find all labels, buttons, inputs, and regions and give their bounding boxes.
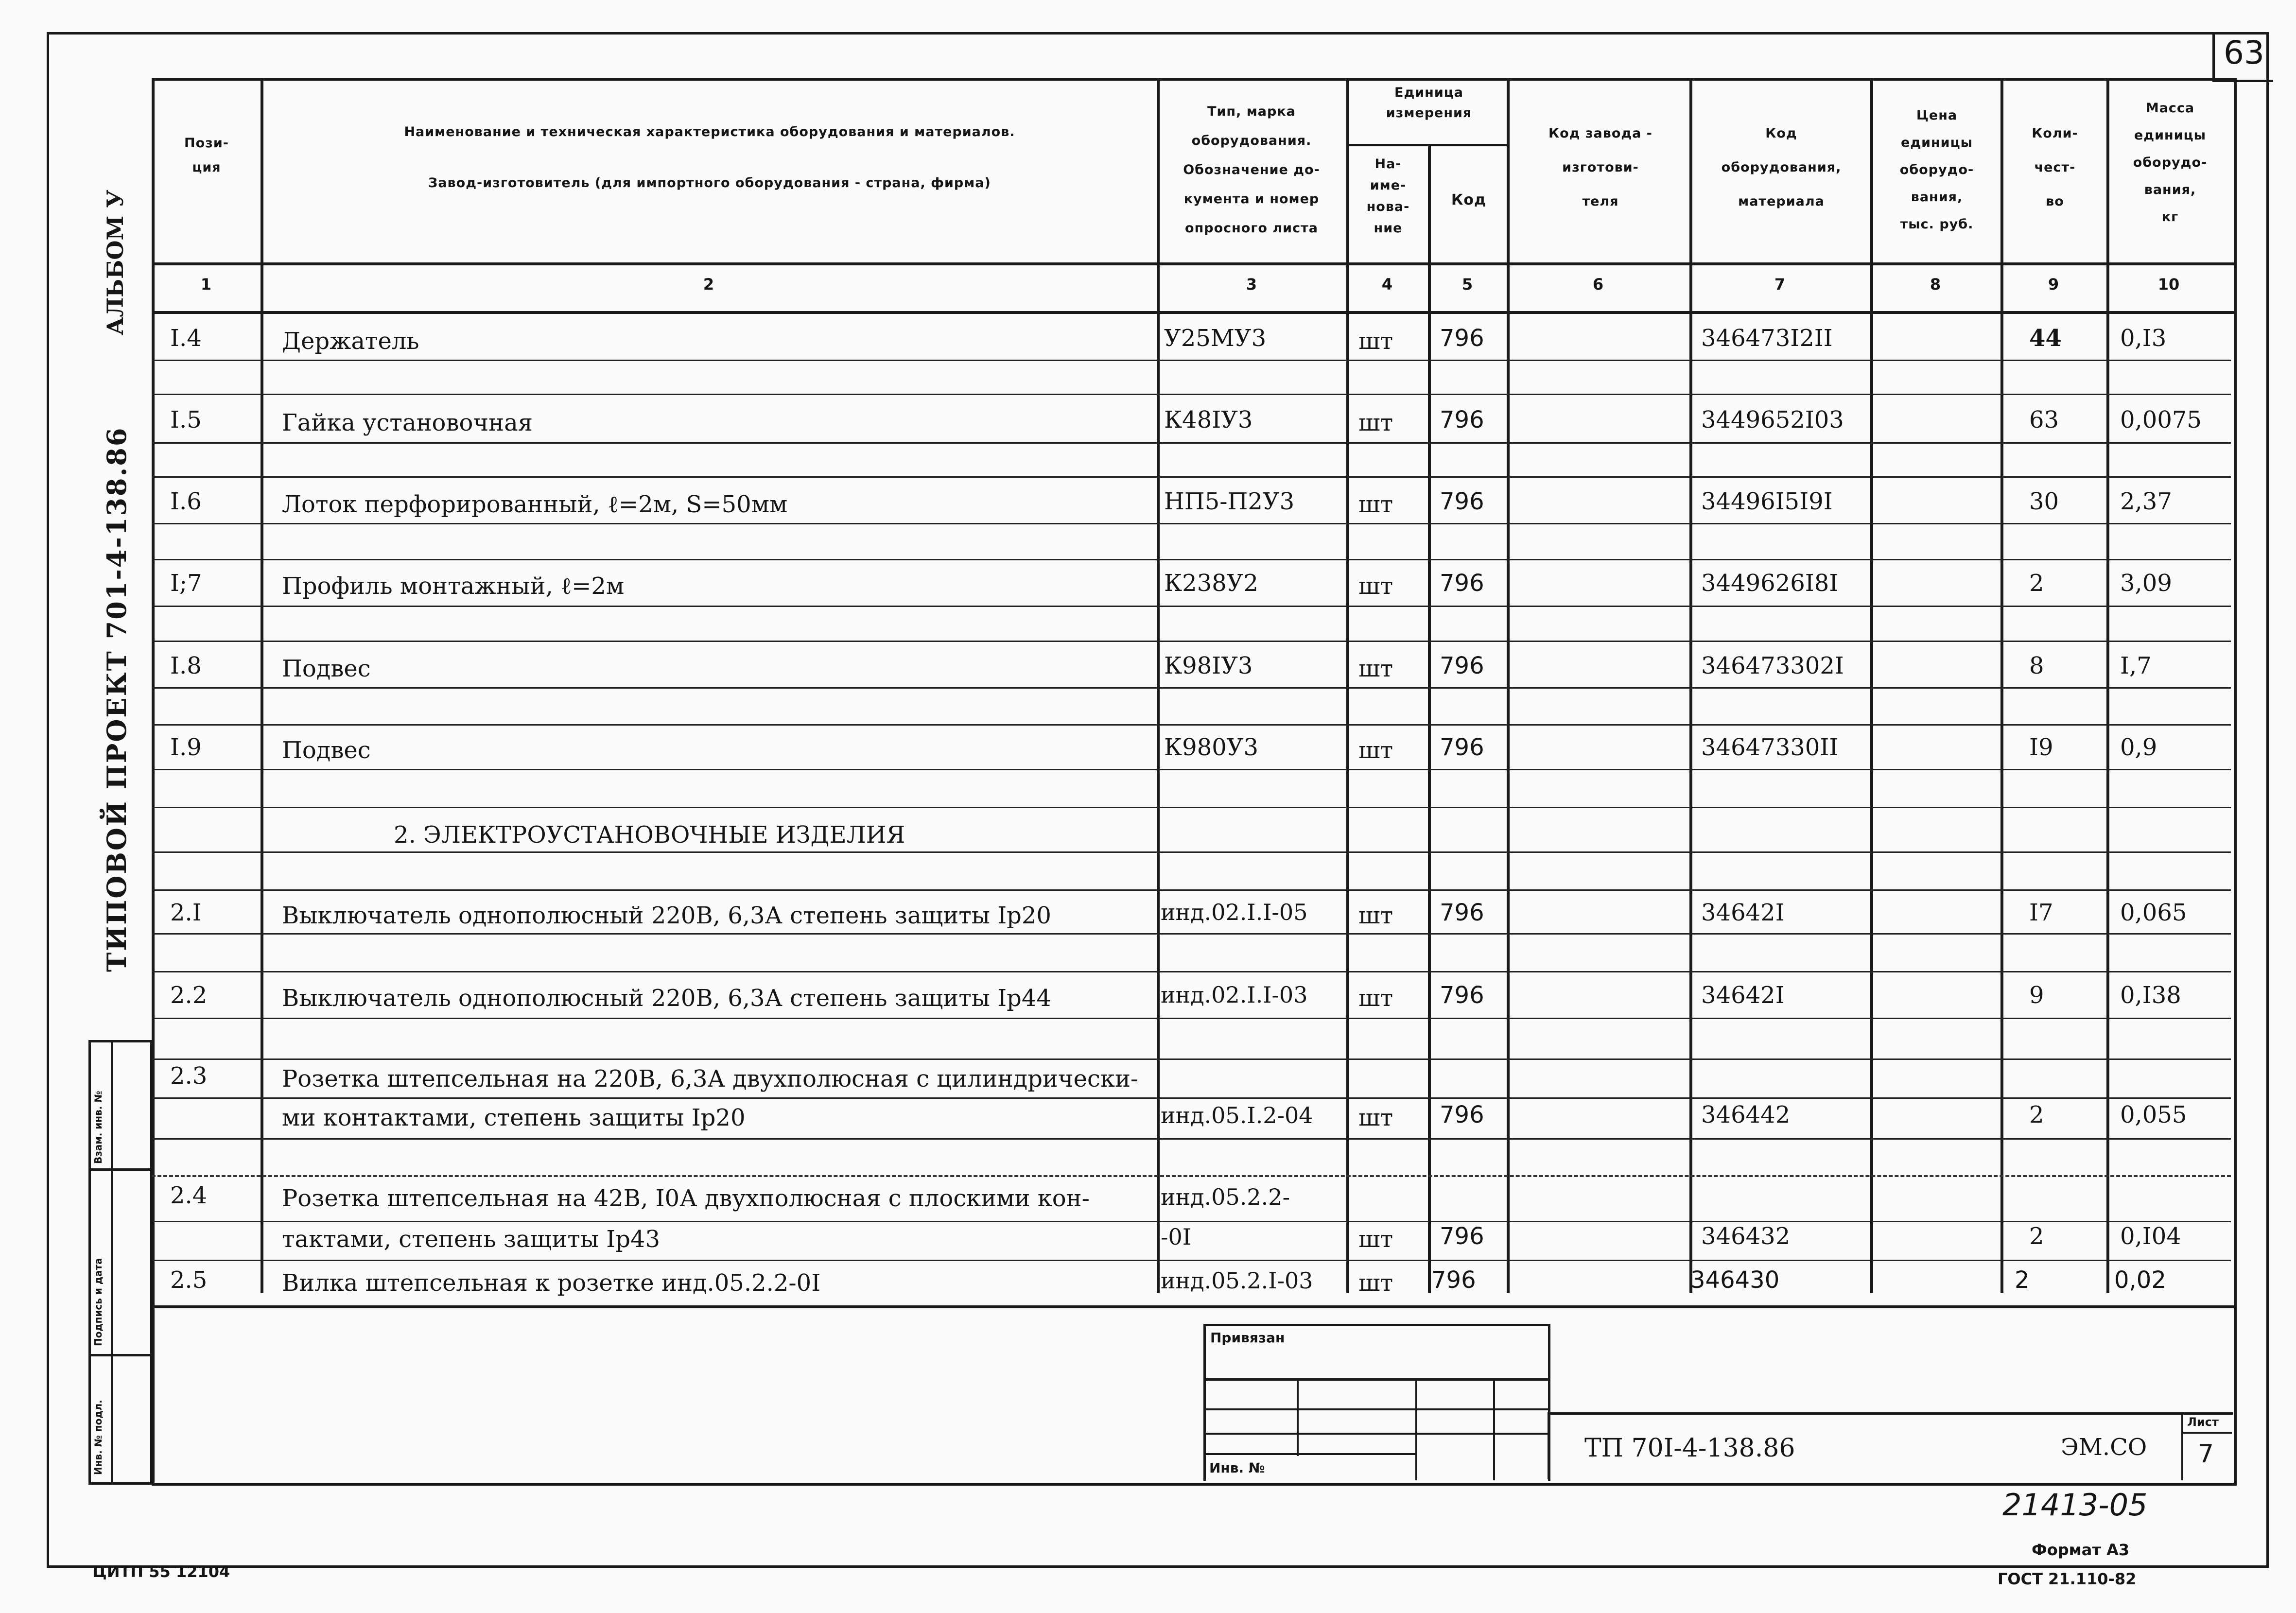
- row-pos: 2.5: [170, 1266, 208, 1294]
- row-pos: I.8: [170, 652, 202, 679]
- row-mass: 0,I3: [2120, 325, 2167, 352]
- col-num-6: 6: [1592, 275, 1604, 294]
- row-mass: 0,0075: [2120, 406, 2202, 434]
- stamp-privyazan: Привязан: [1210, 1330, 1285, 1346]
- stamp-privyazan-box: [1203, 1324, 1550, 1481]
- row-code: 796: [1440, 734, 1484, 761]
- row-unit: шт: [1358, 1269, 1393, 1297]
- row-material-code: 3449652I03: [1701, 406, 1844, 434]
- row-type: инд.05.2.I-03: [1161, 1267, 1313, 1294]
- row-material-code: 3449626I8I: [1701, 570, 1839, 597]
- col-num-2: 2: [703, 275, 714, 294]
- side-project: ТИПОВОЙ ПРОЕКТ 701-4-138.86: [101, 426, 132, 972]
- row-code: 796: [1440, 982, 1484, 1009]
- hdr-material-code: Код оборудования, материала: [1721, 126, 1842, 209]
- row-material-code: 34642I: [1701, 899, 1785, 926]
- row-code: 796: [1440, 570, 1484, 597]
- row-name: Подвес: [282, 737, 371, 764]
- row-mass: 0,9: [2120, 734, 2157, 761]
- hdr-type: Тип, марка оборудования. Обозначение до- кумента и номер опросного листа: [1183, 104, 1320, 236]
- row-qty: 63: [2029, 406, 2059, 434]
- row-qty: 8: [2029, 652, 2044, 679]
- row-unit: шт: [1358, 737, 1393, 764]
- row-name: Гайка установочная: [282, 409, 533, 436]
- row-name-line1: Розетка штепсельная на 42В, I0А двухполюсная с плоскими кон-: [282, 1185, 1090, 1212]
- row-pos: 2.I: [170, 899, 202, 926]
- row-mass: 2,37: [2120, 488, 2172, 515]
- row-code: 796: [1440, 899, 1484, 926]
- row-mass: 0,065: [2120, 899, 2187, 926]
- row-material-code: 346473302I: [1701, 652, 1844, 679]
- format-label: Формат А3: [2032, 1541, 2130, 1559]
- row-name-line2: тактами, степень защиты Ip43: [282, 1226, 661, 1253]
- row-mass: 0,055: [2120, 1101, 2187, 1128]
- row-type: инд.02.I.I-03: [1161, 982, 1308, 1008]
- row-qty: 44: [2029, 325, 2062, 352]
- col-num-8: 8: [1930, 275, 1941, 294]
- row-name: Профиль монтажный, ℓ=2м: [282, 572, 625, 600]
- row-material-code: 346432: [1701, 1223, 1791, 1250]
- hdr-price: Цена единицы оборудо- вания, тыс. руб.: [1899, 108, 1974, 232]
- hdr-unit-group: Единица измерения: [1386, 85, 1472, 121]
- row-type: К238У2: [1164, 570, 1258, 597]
- row-mass: 0,I04: [2120, 1223, 2181, 1250]
- stamp-document: ТП 70I-4-138.86: [1584, 1434, 1795, 1463]
- col-num-10: 10: [2157, 275, 2180, 294]
- row-type: инд.02.I.I-05: [1161, 899, 1308, 925]
- row-pos: I.4: [170, 325, 202, 352]
- gost-label: ГОСТ 21.110-82: [1998, 1570, 2137, 1588]
- row-type-line2: -0I: [1161, 1224, 1191, 1250]
- row-name: Подвес: [282, 655, 371, 682]
- row-material-code: 34647330II: [1701, 734, 1839, 761]
- row-name: Лоток перфорированный, ℓ=2м, S=50мм: [282, 491, 788, 518]
- stamp-mark: ЭМ.СО: [2061, 1434, 2147, 1461]
- hdr-factory-code: Код завода - изготови- теля: [1548, 126, 1652, 209]
- row-type: К98IУ3: [1164, 652, 1253, 679]
- row-type: НП5-П2У3: [1164, 488, 1295, 515]
- row-code: 796: [1431, 1266, 1476, 1294]
- row-type: У25МУ3: [1164, 325, 1267, 352]
- row-name: Держатель: [282, 328, 419, 355]
- row-pos: 2.4: [170, 1182, 208, 1209]
- side-stamp-label-2: Подпись и дата: [92, 1258, 104, 1346]
- row-code: 796: [1440, 488, 1484, 515]
- row-mass: 0,I38: [2120, 982, 2181, 1009]
- row-type-line1: инд.05.2.2-: [1161, 1184, 1290, 1210]
- col-num-1: 1: [200, 275, 212, 294]
- row-name-line2: ми контактами, степень защиты Ip20: [282, 1104, 746, 1131]
- row-pos: 2.2: [170, 982, 208, 1009]
- col-num-9: 9: [2048, 275, 2059, 294]
- row-mass: I,7: [2120, 652, 2152, 679]
- row-pos: 2.3: [170, 1062, 208, 1090]
- col-num-3: 3: [1246, 275, 1257, 294]
- hdr-unit-name: На- име- нова- ние: [1366, 156, 1410, 236]
- section-title: 2. ЭЛЕКТРОУСТАНОВОЧНЫЕ ИЗДЕЛИЯ: [394, 821, 905, 849]
- row-material-code: 346473I2II: [1701, 325, 1833, 352]
- row-name: Выключатель однополюсный 220В, 6,3А степень защиты Ip20: [282, 902, 1051, 929]
- row-unit: шт: [1358, 491, 1393, 518]
- stamp-inv: Инв. №: [1209, 1460, 1265, 1476]
- row-code: 796: [1440, 1101, 1484, 1128]
- row-unit: шт: [1358, 409, 1393, 436]
- row-pos: I.6: [170, 488, 202, 515]
- row-pos: I.9: [170, 734, 202, 761]
- stamp-list-number: 7: [2198, 1440, 2214, 1469]
- row-type: инд.05.I.2-04: [1161, 1102, 1313, 1128]
- hdr-unit-code: Код: [1451, 191, 1487, 208]
- row-pos: I;7: [170, 570, 202, 597]
- row-mass: 3,09: [2120, 570, 2172, 597]
- row-code: 796: [1440, 652, 1484, 679]
- row-mass: 0,02: [2114, 1266, 2166, 1294]
- row-qty: 30: [2029, 488, 2059, 515]
- sheet-number: 63: [2224, 34, 2264, 71]
- hdr-mass: Масса единицы оборудо- вания, кг: [2133, 101, 2208, 225]
- row-qty: I7: [2029, 899, 2053, 926]
- row-unit: шт: [1358, 1104, 1393, 1131]
- row-material-code: 346430: [1690, 1266, 1780, 1294]
- side-album: АЛЬБОМ У: [102, 190, 128, 335]
- row-material-code: 346442: [1701, 1101, 1791, 1128]
- hdr-quantity: Коли- чест- во: [2032, 126, 2078, 209]
- row-unit: шт: [1358, 985, 1393, 1012]
- col-num-5: 5: [1461, 275, 1473, 294]
- row-qty: 2: [2029, 570, 2044, 597]
- stamp-list-label: Лист: [2187, 1415, 2219, 1429]
- row-name-line1: Розетка штепсельная на 220В, 6,3А двухполюсная с цилиндрически-: [282, 1065, 1139, 1093]
- row-qty: 2: [2029, 1223, 2044, 1250]
- side-stamp-label-3: Инв. № подл.: [92, 1400, 104, 1475]
- row-qty: 2: [2015, 1266, 2030, 1294]
- row-unit: шт: [1358, 902, 1393, 929]
- col-num-7: 7: [1774, 275, 1786, 294]
- row-qty: 9: [2029, 982, 2044, 1009]
- col-num-4: 4: [1381, 275, 1393, 294]
- hdr-position: Пози- ция: [184, 136, 229, 175]
- row-unit: шт: [1358, 655, 1393, 682]
- handwritten-number: 21413-05: [2002, 1487, 2148, 1523]
- row-unit: шт: [1358, 1226, 1393, 1253]
- row-qty: 2: [2029, 1101, 2044, 1128]
- row-material-code: 34642I: [1701, 982, 1785, 1009]
- side-stamp-label-1: Взам. инв. №: [92, 1091, 104, 1164]
- row-material-code: 34496I5I9I: [1701, 488, 1833, 515]
- row-qty: I9: [2029, 734, 2053, 761]
- printer-label: ЦИТП 55 12104: [92, 1562, 230, 1581]
- row-code: 796: [1440, 325, 1484, 352]
- row-type: К980У3: [1164, 734, 1258, 761]
- row-code: 796: [1440, 1223, 1484, 1250]
- row-name: Выключатель однополюсный 220В, 6,3А степень защиты Ip44: [282, 985, 1051, 1012]
- row-code: 796: [1440, 406, 1484, 434]
- hdr-name-1: Наименование и техническая характеристика оборудования и материалов.: [404, 124, 1015, 139]
- row-pos: I.5: [170, 406, 202, 434]
- row-type: К48IУ3: [1164, 406, 1253, 434]
- row-unit: шт: [1358, 572, 1393, 600]
- hdr-name-2: Завод-изготовитель (для импортного оборудования - страна, фирма): [428, 175, 991, 191]
- row-unit: шт: [1358, 328, 1393, 355]
- row-name: Вилка штепсельная к розетке инд.05.2.2-0I: [282, 1269, 821, 1297]
